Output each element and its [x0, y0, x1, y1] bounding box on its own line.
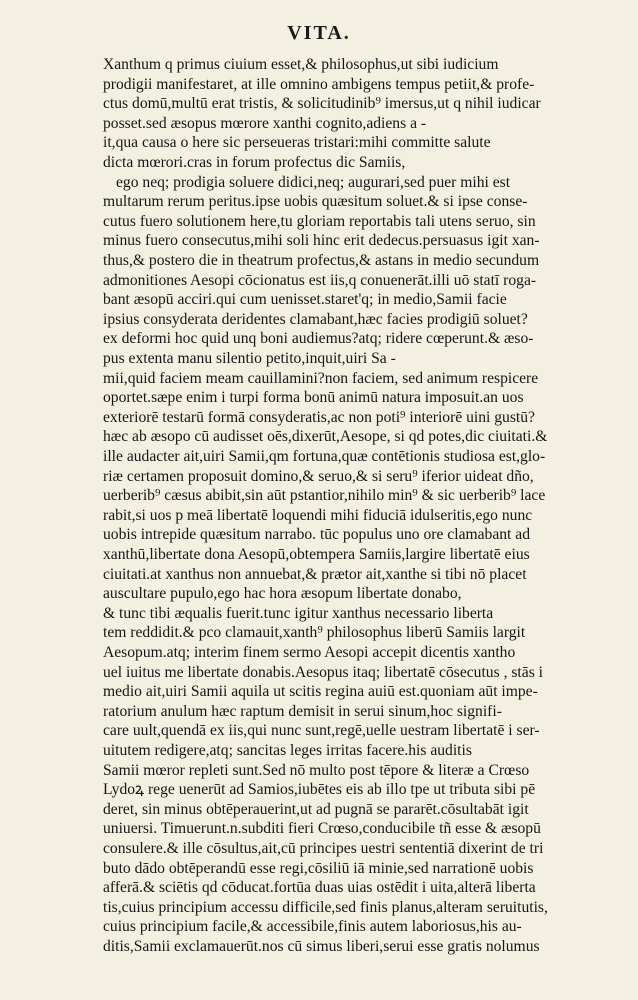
text-line: tis,cuius principium accessu difficile,sed finis planus,alteram seruitutis, [103, 898, 548, 916]
text-line: bant æsopū acciri.qui cum uenisset.staret'q; in medio,Samii facie [103, 291, 507, 309]
text-line: uobis intrepide quæsitum narrabo. tūc populus uno ore clamabant ad [103, 526, 531, 544]
text-line: prodigii manifestaret, at ille omnino ambigens tempus petiit,& profe- [103, 75, 535, 93]
text-line: xanthū,libertate dona Aesopū,obtempera Samiis,largire libertatē eius [103, 546, 530, 563]
text-line: afferā.& sciētis qd cōducat.fortūa duas uias ostēdit i uita,alterā liberta [103, 879, 536, 897]
text-line: posset.sed æsopus mœrore xanthi cognito,adiens a - [103, 114, 427, 132]
text-line: ctus domū,multū erat tristis, & solicitudinib⁹ imersus,ut q nihil iudicar [103, 95, 541, 113]
text-line: & tunc tibi æqualis fuerit.tunc igitur xanthus necessario liberta [103, 604, 494, 622]
text-line: ditis,Samii exclamauerūt.nos cū simus liberi,serui esse gratis nolumus [103, 938, 540, 955]
text-line: uniuersi. Timuerunt.n.subditi fieri Crœso,conducibile tñ esse & æsopū [103, 820, 541, 838]
text-line: ego neq; prodigia soluere didici,neq; augurari,sed puer mihi est [116, 173, 511, 191]
text-line: cutus fuero solutionem here,tu gloriam reportabis tali utens seruo, sin [103, 212, 536, 230]
text-line: thus,& postero die in theatrum profectus,& astans in medio secundum [103, 252, 540, 269]
text-line: ciuitati.at xanthus non annuebat,& prætor ait,xanthe si tibi nō placet [103, 565, 527, 583]
text-line: buto dādo obtēperandū esse regi,cōsiliū iā minie,sed narrationē uobis [103, 859, 534, 877]
text-line: uel iuitus me libertate donabis.Aesopus itaq; libertatē cōsecutus , stās i [103, 663, 543, 681]
text-line: mii,quid faciem meam cauillamini?non faciem, sed animum respicere [103, 369, 539, 387]
text-line: Lydoꝝ rege uenerūt ad Samios,iubētes eis ab illo tpe ut tributa sibi pē [103, 781, 536, 799]
text-line: deret, sin minus obtēperauerint,ut ad pugnā se pararēt.cōsultabāt igit [103, 800, 529, 818]
text-line: admonitiones Aesopi cōcionatus est iis,q conuenerāt.illi uō statī roga- [103, 271, 537, 289]
text-line: uerberib⁹ cæsus abibit,sin aūt pstantior,nihilo min⁹ & sic uerberib⁹ lace [103, 487, 546, 505]
text-line: dicta mœrori.cras in forum profectus dic Samiis, [103, 154, 406, 171]
text-line: it,qua causa o here sic perseueras tristari:mihi committe salute [103, 134, 491, 152]
running-head: VITA. [287, 22, 351, 44]
text-line: auscultare pupulo,ego hac hora æsopum libertate donabo, [103, 585, 462, 603]
text-line: Aesopum.atq; interim finem sermo Aesopi accepit dicentis xantho [103, 644, 516, 661]
text-line: riæ certamen proposuit domino,& seruo,& si seru⁹ iferior uideat dño, [103, 467, 534, 485]
text-line: rabit,si uos p meā libertatē loquendi mihi fiduciā idulseritis,ego nunc [103, 506, 533, 524]
text-line: oportet.sæpe enim i turpi forma bonū animū natura imposuit.an uos [103, 389, 524, 407]
text-line: consulere.& ille cōsultus,ait,cū principes uestri sententiā dixerint de tri [103, 840, 544, 857]
text-line: medio ait,uiri Samii aquila ut scitis regina auiū est.quoniam aūt impe- [103, 683, 538, 701]
text-line: ex deformi hoc quid unq boni audiemus?atq; ridere cœperunt.& æso- [103, 330, 534, 348]
text-line: Xanthum q primus ciuium esset,& philosophus,ut sibi iudicium [103, 56, 499, 73]
text-line: Samii mœror repleti sunt.Sed nō multo post tēpore & literæ a Crœso [103, 761, 530, 779]
text-line: cuius principium facile,& accessibile,finis autem laboriosus,his au- [103, 918, 522, 936]
text-line: uitutem redigere,atq; sancitas leges irritas facere.his auditis [103, 742, 472, 759]
text-line: ratorium anulum hæc raptum demisit in serui sinum,hoc signifi- [103, 702, 502, 720]
text-line: multarum rerum peritus.ipse uobis quæsitum soluet.& si ipse conse- [103, 193, 528, 211]
text-line: pus extenta manu silentio petito,inquit,uiri Sa - [103, 350, 396, 367]
text-line: minus fuero consecutus,mihi soli hinc erit dedecus.persuasus igit xan- [103, 232, 540, 250]
text-line: tem reddidit.& pco clamauit,xanth⁹ philosophus liberū Samiis largit [103, 624, 526, 642]
text-line: care uult,quendā ex iis,qui nunc sunt,regē,uelle uestram libertatē i ser- [103, 722, 540, 740]
text-line: exteriorē testarū formā consyderatis,ac non poti⁹ interiorē uini gustū? [103, 408, 535, 426]
text-line: ille audacter ait,uiri Samii,qm fortuna,quæ contētionis studiosa est,glo- [103, 448, 546, 465]
text-line: hæc ab æsopo cū audisset oēs,dixerūt,Aesope, si qd potes,dic ciuitati.& [103, 428, 548, 446]
text-line: ipsius consyderata deridentes clamabant,hæc facies prodigiū soluet? [103, 310, 528, 328]
